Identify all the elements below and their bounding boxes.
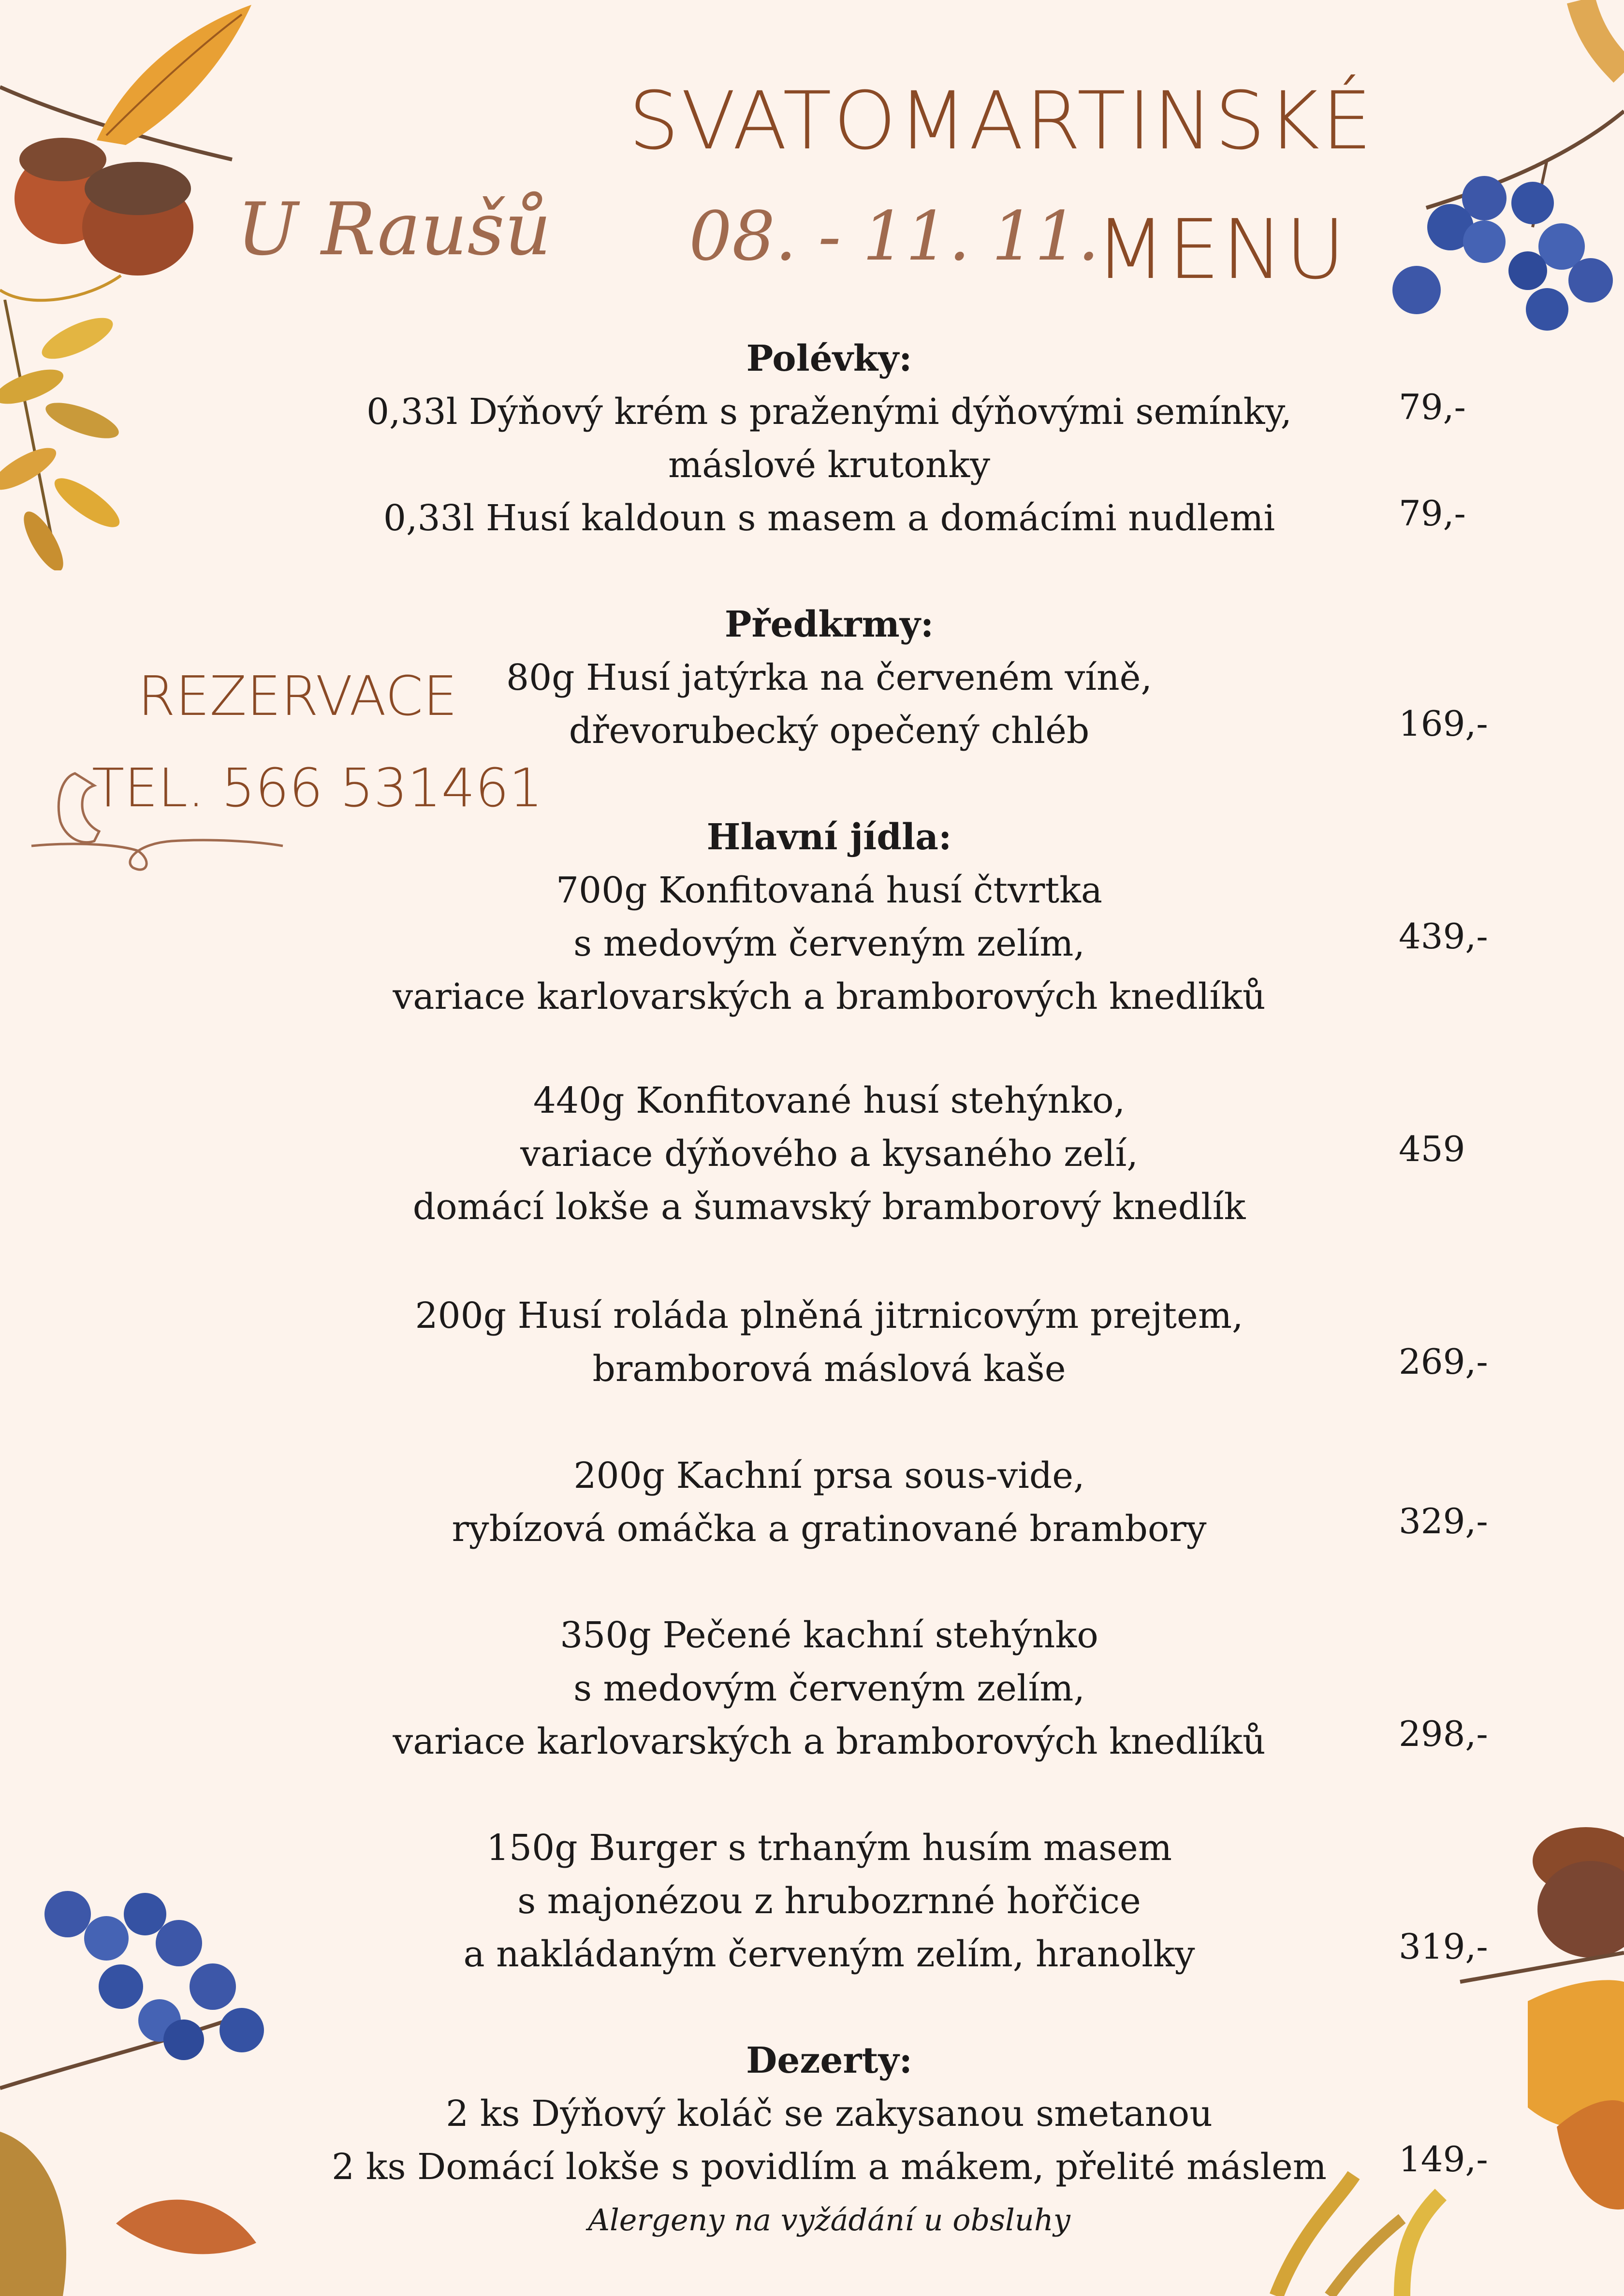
event-dates: 08. - 11. 11. bbox=[689, 197, 1099, 276]
telephone-icon bbox=[27, 764, 288, 880]
allergen-note-text: Alergeny na vyžádání u obsluhy bbox=[588, 2202, 1070, 2238]
price: 459 bbox=[1399, 1129, 1465, 1169]
reservation-phone[interactable]: TEL. 566 531461 bbox=[92, 757, 543, 819]
menu-item-line: dřevorubecký opečený chléb bbox=[569, 710, 1090, 752]
price: 439,- bbox=[1399, 916, 1488, 957]
menu-item-line: 0,33l Husí kaldoun s masem a domácími nudlemi bbox=[383, 497, 1275, 539]
menu-section-starters bbox=[290, 598, 1368, 757]
price: 79,- bbox=[1399, 387, 1466, 427]
menu-item bbox=[290, 1609, 1368, 1768]
menu-item-line: bramborová máslová kaše bbox=[592, 1348, 1066, 1390]
menu-item-line: s medovým červeným zelím, bbox=[573, 923, 1085, 964]
section-heading: Dezerty: bbox=[746, 2040, 912, 2081]
menu-item-line: máslové krutonky bbox=[668, 444, 991, 486]
price: 149,- bbox=[1399, 2139, 1488, 2180]
section-heading: Polévky: bbox=[746, 338, 912, 379]
price: 329,- bbox=[1399, 1501, 1488, 1541]
page-title-menu: MENU bbox=[1095, 202, 1347, 298]
menu-item-line: 0,33l Dýňový krém s praženými dýňovými semínky, bbox=[366, 391, 1292, 433]
blueberry-branch-icon bbox=[0, 1875, 300, 2296]
price: 319,- bbox=[1399, 1926, 1488, 1967]
menu-item bbox=[290, 1449, 1368, 1555]
menu-item-line: 2 ks Dýňový koláč se zakysanou smetanou bbox=[446, 2093, 1213, 2135]
oak-leaf-acorn-icon bbox=[0, 0, 271, 319]
menu-item-line: s medovým červeným zelím, bbox=[573, 1668, 1085, 1709]
menu-item-line: 700g Konfitovaná husí čtvrtka bbox=[556, 870, 1103, 911]
page-title: SVATOMARTINSKÉ bbox=[629, 74, 1374, 167]
blueberry-branch-icon bbox=[1388, 0, 1624, 377]
menu-item-line: 350g Pečené kachní stehýnko bbox=[560, 1614, 1098, 1656]
menu-section-mains bbox=[290, 811, 1368, 1023]
price: 269,- bbox=[1399, 1341, 1488, 1382]
menu-item-line: 200g Husí roláda plněná jitrnicovým prejtem, bbox=[415, 1295, 1244, 1337]
menu-item bbox=[290, 1289, 1368, 1395]
menu-item-line: variace dýňového a kysaného zelí, bbox=[520, 1133, 1138, 1175]
menu-item-line: s majonézou z hrubozrnné hořčice bbox=[517, 1880, 1141, 1922]
menu-item bbox=[290, 1074, 1368, 1234]
restaurant-name: U Raušů bbox=[237, 188, 552, 272]
menu-item bbox=[290, 1821, 1368, 1981]
price: 79,- bbox=[1399, 493, 1466, 534]
section-heading: Hlavní jídla: bbox=[706, 816, 952, 858]
menu-item-line: 80g Husí jatýrka na červeném víně, bbox=[506, 657, 1152, 698]
menu-item-line: rybízová omáčka a gratinované brambory bbox=[452, 1508, 1207, 1550]
menu-section-soups bbox=[290, 332, 1368, 545]
allergen-note bbox=[290, 2194, 1368, 2247]
menu-item-line: 440g Konfitované husí stehýnko, bbox=[533, 1080, 1126, 1121]
menu-item-line: variace karlovarských a bramborových knedlíků bbox=[393, 1721, 1266, 1762]
menu-item-line: domácí lokše a šumavský bramborový knedlík bbox=[412, 1186, 1246, 1228]
price: 169,- bbox=[1399, 703, 1488, 744]
section-heading: Předkrmy: bbox=[724, 604, 934, 645]
menu-item-line: a nakládaným červeným zelím, hranolky bbox=[463, 1933, 1195, 1975]
menu-section-desserts bbox=[290, 2034, 1368, 2194]
reservation-label: REZERVACE bbox=[138, 665, 457, 728]
price: 298,- bbox=[1399, 1714, 1488, 1754]
menu-item-line: variace karlovarských a bramborových knedlíků bbox=[393, 976, 1266, 1017]
autumn-leaves-icon bbox=[0, 300, 131, 570]
menu-item-line: 150g Burger s trhaným husím masem bbox=[486, 1827, 1172, 1869]
menu-item-line: 200g Kachní prsa sous-vide, bbox=[573, 1455, 1085, 1497]
menu-item-line: 2 ks Domácí lokše s povidlím a mákem, přelité máslem bbox=[332, 2146, 1327, 2188]
